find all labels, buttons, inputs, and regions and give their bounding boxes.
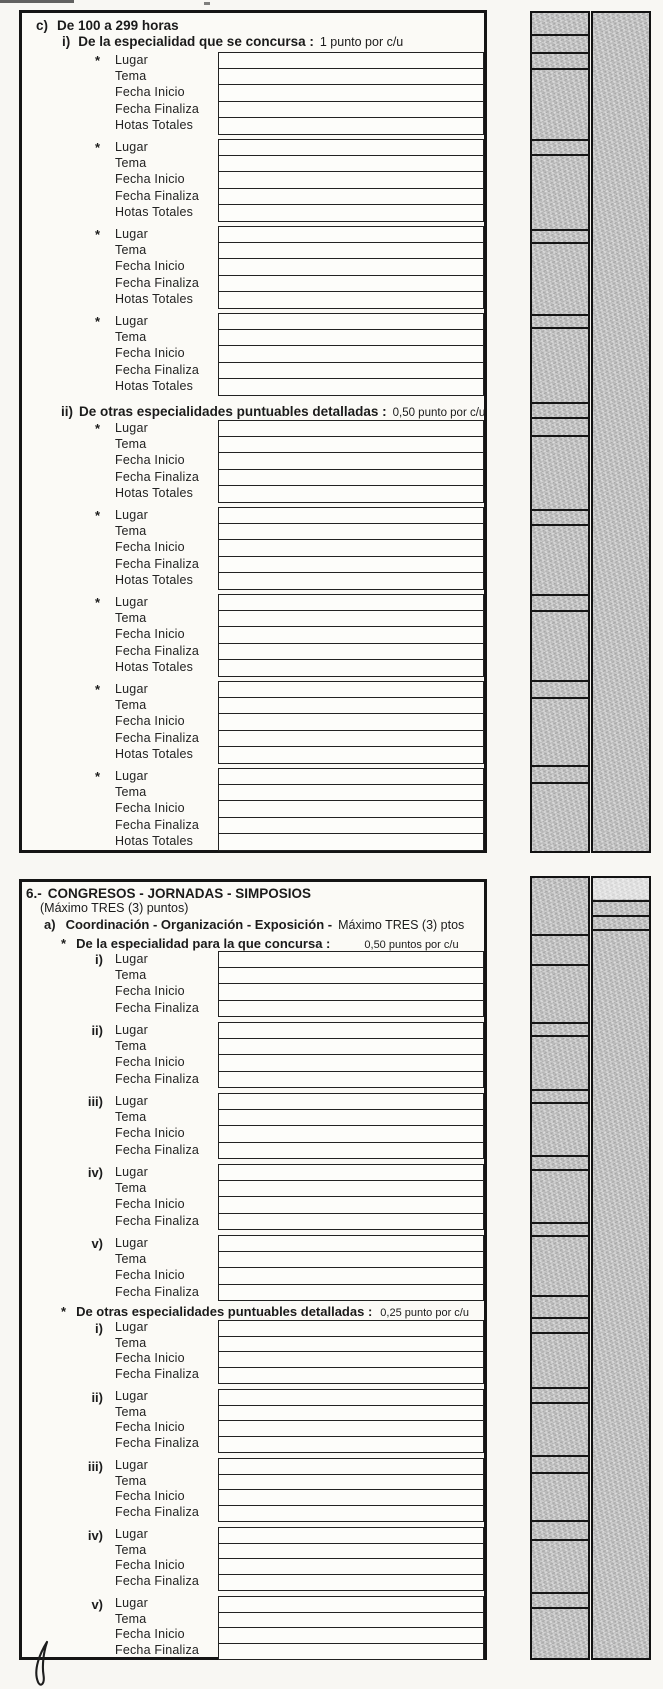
entry-group [22,1093,484,1160]
subsection-a1-points: 0,50 puntos por c/u [364,939,459,951]
entry-index: v) [91,1236,103,1251]
input-fecha-finaliza[interactable] [218,730,484,748]
field-label-hotas-totales: Hotas Totales [115,833,194,848]
points-cell-divider [592,900,650,902]
input-fecha-inicio[interactable] [218,258,484,276]
input-tema[interactable] [218,329,484,347]
entry-group [22,1596,484,1660]
points-cell-divider [531,934,589,936]
entry-index: i) [95,952,103,967]
field-label-tema: Tema [115,330,147,345]
entry-group [22,681,484,764]
points-cell-divider [531,509,589,511]
field-label-lugar: Lugar [115,1596,148,1610]
entry-group [22,226,484,309]
input-fecha-finaliza[interactable] [218,1436,484,1453]
field-label-hotas-totales: Hotas Totales [115,572,194,587]
input-tema[interactable] [218,436,484,454]
field-label-hotas-totales: Hotas Totales [115,291,194,306]
entry-bullet: * [95,53,101,68]
input-tema[interactable] [218,1251,484,1269]
points-cell-divider [531,402,589,404]
points-cell-divider [531,1472,589,1474]
field-label-lugar: Lugar [115,595,148,609]
points-cell-divider [531,765,589,767]
field-label-fecha-finaliza: Fecha Finaliza [115,101,200,116]
points-cell-divider [531,697,589,699]
field-label-tema: Tema [115,1611,147,1626]
subsection-a2-points: 0,25 punto por c/u [380,1307,469,1319]
input-fecha-inicio[interactable] [218,713,484,731]
entry-bullet: * [95,682,101,697]
entry-group [22,507,484,590]
field-label-fecha-inicio: Fecha Inicio [115,1268,185,1283]
entry-group [22,139,484,222]
field-label-tema: Tema [115,1335,147,1350]
entry-index: iv) [87,1528,103,1543]
points-cell-divider [531,610,589,612]
entry-index: ii) [91,1390,103,1405]
section-c-heading [36,18,179,33]
field-label-fecha-inicio: Fecha Inicio [115,1055,185,1070]
field-label-fecha-inicio: Fecha Inicio [115,1420,185,1435]
entry-group [22,951,484,1018]
input-fecha-finaliza[interactable] [218,1142,484,1160]
field-label-fecha-inicio: Fecha Inicio [115,1197,185,1212]
field-label-lugar: Lugar [115,140,148,154]
input-fecha-finaliza[interactable] [218,1284,484,1302]
input-fecha-finaliza[interactable] [218,188,484,206]
field-label-tema: Tema [115,1404,147,1419]
field-label-tema: Tema [115,69,147,84]
points-cell-divider [531,242,589,244]
input-fecha-inicio[interactable] [218,800,484,818]
subsection-ii-points: 0,50 punto por c/u [392,407,486,419]
field-label-tema: Tema [115,698,147,713]
input-fecha-finaliza[interactable] [218,1000,484,1018]
input-tema[interactable] [218,1109,484,1127]
input-fecha-finaliza[interactable] [218,817,484,835]
points-column-narrow-1 [530,11,590,853]
field-label-tema: Tema [115,437,147,452]
input-fecha-inicio[interactable] [218,626,484,644]
input-tema[interactable] [218,155,484,173]
input-tema[interactable] [218,242,484,260]
subsection-a2-heading [61,1304,469,1321]
points-cell-divider [531,327,589,329]
points-cell-divider [531,1035,589,1037]
input-tema[interactable] [218,784,484,802]
points-cell-divider [592,929,650,931]
field-label-fecha-finaliza: Fecha Finaliza [115,188,200,203]
input-fecha-inicio[interactable] [218,983,484,1001]
field-label-tema: Tema [115,1473,147,1488]
entry-index: iv) [87,1165,103,1180]
entry-bullet: * [95,140,101,155]
input-hotas-totales[interactable] [218,572,484,590]
entry-bullet: * [95,595,101,610]
points-cell-divider [531,229,589,231]
field-label-tema: Tema [115,243,147,258]
points-cell-divider [531,1317,589,1319]
field-label-fecha-inicio: Fecha Inicio [115,1351,185,1366]
field-label-tema: Tema [115,1110,147,1125]
field-label-fecha-finaliza: Fecha Finaliza [115,1573,200,1588]
entry-group [22,1022,484,1089]
points-cell-divider [531,1102,589,1104]
points-cell-divider [531,1607,589,1609]
input-fecha-inicio[interactable] [218,84,484,102]
input-fecha-inicio[interactable] [218,1125,484,1143]
field-label-fecha-finaliza: Fecha Finaliza [115,1366,200,1381]
field-label-lugar: Lugar [115,1094,148,1108]
points-cell-divider [531,1155,589,1157]
entry-index: iii) [87,1459,103,1474]
points-cell-divider [531,1539,589,1541]
subsection-i-points: 1 punto por c/u [319,35,404,49]
input-fecha-inicio[interactable] [218,171,484,189]
points-cell-divider [531,52,589,54]
points-column-wide-2 [591,876,651,1660]
field-label-lugar: Lugar [115,1320,148,1334]
points-cell-divider [531,782,589,784]
field-label-fecha-finaliza: Fecha Finaliza [115,1213,200,1228]
input-fecha-inicio[interactable] [218,1054,484,1072]
input-fecha-finaliza[interactable] [218,101,484,119]
field-label-fecha-inicio: Fecha Inicio [115,801,185,816]
field-label-lugar: Lugar [115,508,148,522]
entry-group [22,594,484,677]
input-hotas-totales[interactable] [218,485,484,503]
field-label-lugar: Lugar [115,1165,148,1179]
points-cell-divider [531,1592,589,1594]
entry-bullet: * [95,769,101,784]
field-label-hotas-totales: Hotas Totales [115,485,194,500]
section-c-box [19,10,487,853]
field-label-fecha-finaliza: Fecha Finaliza [115,1642,200,1657]
input-tema[interactable] [218,697,484,715]
field-label-fecha-inicio: Fecha Inicio [115,1558,185,1573]
subsection-i-title: De la especialidad que se concursa : [78,34,314,49]
section-6-subtitle: (Máximo TRES (3) puntos) [40,901,189,915]
field-label-lugar: Lugar [115,1458,148,1472]
field-label-fecha-finaliza: Fecha Finaliza [115,1071,200,1086]
field-label-fecha-finaliza: Fecha Finaliza [115,1284,200,1299]
field-label-lugar: Lugar [115,314,148,328]
item-a-suffix: Máximo TRES (3) ptos [338,918,465,932]
points-cell-divider [531,524,589,526]
subsection-ii-index: ii) [61,404,73,419]
subsection-a2-title: De otras especialidades puntuables detalladas : [76,1304,373,1319]
input-tema[interactable] [218,1180,484,1198]
input-fecha-finaliza[interactable] [218,1071,484,1089]
item-a-index: a) [44,917,56,932]
points-cell-divider [531,154,589,156]
points-cell-divider [531,594,589,596]
section-6-heading [26,886,311,901]
points-cell-divider [531,314,589,316]
scan-noise [0,0,74,3]
input-hotas-totales[interactable] [218,833,484,851]
entry-index: i) [95,1321,103,1336]
field-label-tema: Tema [115,1181,147,1196]
subsection-ii-heading [61,404,485,421]
input-tema[interactable] [218,1038,484,1056]
field-label-hotas-totales: Hotas Totales [115,746,194,761]
points-cell-divider [531,68,589,70]
field-label-fecha-inicio: Fecha Inicio [115,1489,185,1504]
section-c-title: De 100 a 299 horas [57,18,179,33]
points-cell-divider [531,417,589,419]
input-fecha-finaliza[interactable] [218,1574,484,1591]
entry-group [22,1527,484,1591]
input-tema[interactable] [218,610,484,628]
field-label-fecha-inicio: Fecha Inicio [115,984,185,999]
points-cell-divider [531,1402,589,1404]
entry-group [22,1389,484,1453]
field-label-lugar: Lugar [115,952,148,966]
input-hotas-totales[interactable] [218,378,484,396]
input-fecha-inicio[interactable] [218,345,484,363]
section-6-index: 6.- [26,886,42,901]
field-label-lugar: Lugar [115,53,148,67]
input-fecha-inicio[interactable] [218,452,484,470]
field-label-lugar: Lugar [115,682,148,696]
input-fecha-finaliza[interactable] [218,1213,484,1231]
points-cell-divider [531,34,589,36]
entry-bullet: * [95,314,101,329]
field-label-fecha-finaliza: Fecha Finaliza [115,362,200,377]
field-label-fecha-inicio: Fecha Inicio [115,1627,185,1642]
field-label-lugar: Lugar [115,1236,148,1250]
input-fecha-finaliza[interactable] [218,275,484,293]
input-fecha-finaliza[interactable] [218,1643,484,1660]
entry-index: v) [91,1597,103,1612]
input-hotas-totales[interactable] [218,204,484,222]
subsection-i-index: i) [62,34,71,49]
scan-noise [204,2,210,5]
field-label-tema: Tema [115,1252,147,1267]
field-label-fecha-inicio: Fecha Inicio [115,85,185,100]
field-label-tema: Tema [115,611,147,626]
input-fecha-finaliza[interactable] [218,643,484,661]
item-a-heading [44,917,464,933]
input-fecha-finaliza[interactable] [218,362,484,380]
entry-index: ii) [91,1023,103,1038]
field-label-lugar: Lugar [115,1527,148,1541]
points-cell-divider [531,1235,589,1237]
input-tema[interactable] [218,523,484,541]
field-label-lugar: Lugar [115,1023,148,1037]
field-label-hotas-totales: Hotas Totales [115,378,194,393]
field-label-lugar: Lugar [115,227,148,241]
field-label-fecha-finaliza: Fecha Finaliza [115,643,200,658]
points-cell-divider [531,1295,589,1297]
entry-index: iii) [87,1094,103,1109]
pen-mark [30,1640,56,1689]
points-cell-divider [531,1169,589,1171]
field-label-lugar: Lugar [115,1389,148,1403]
field-label-fecha-inicio: Fecha Inicio [115,259,185,274]
item-a-title: Coordinación - Organización - Exposición - [65,917,333,932]
field-label-fecha-finaliza: Fecha Finaliza [115,556,200,571]
points-cell-divider [531,1520,589,1522]
field-label-tema: Tema [115,524,147,539]
field-label-fecha-inicio: Fecha Inicio [115,714,185,729]
field-label-fecha-inicio: Fecha Inicio [115,346,185,361]
field-label-tema: Tema [115,1542,147,1557]
points-cell-divider [531,1387,589,1389]
points-cell-divider [531,964,589,966]
section-c-index: c) [36,18,49,33]
points-cell-divider [531,435,589,437]
entry-bullet: * [95,421,101,436]
input-fecha-finaliza[interactable] [218,469,484,487]
field-label-hotas-totales: Hotas Totales [115,204,194,219]
field-label-fecha-inicio: Fecha Inicio [115,627,185,642]
input-hotas-totales[interactable] [218,117,484,135]
subsection-a1-title: De la especialidad para la que concursa : [76,936,331,951]
input-fecha-inicio[interactable] [218,1196,484,1214]
points-cell-divider [531,1089,589,1091]
field-label-fecha-finaliza: Fecha Finaliza [115,1435,200,1450]
input-hotas-totales[interactable] [218,746,484,764]
entry-group [22,768,484,851]
entry-group [22,1320,484,1384]
points-cell-divider [531,1222,589,1224]
field-label-tema: Tema [115,156,147,171]
input-fecha-inicio[interactable] [218,1267,484,1285]
points-cell-divider [531,1332,589,1334]
entry-group [22,420,484,503]
input-fecha-finaliza[interactable] [218,1505,484,1522]
field-label-fecha-finaliza: Fecha Finaliza [115,1142,200,1157]
input-hotas-totales[interactable] [218,659,484,677]
field-label-fecha-inicio: Fecha Inicio [115,453,185,468]
field-label-fecha-finaliza: Fecha Finaliza [115,817,200,832]
subsection-a2-bullet: * [61,1304,67,1319]
points-cell-highlight [593,878,649,899]
subsection-i-heading [62,34,403,50]
field-label-fecha-finaliza: Fecha Finaliza [115,1504,200,1519]
field-label-fecha-inicio: Fecha Inicio [115,1126,185,1141]
field-label-fecha-inicio: Fecha Inicio [115,540,185,555]
entry-group [22,1458,484,1522]
input-fecha-finaliza[interactable] [218,556,484,574]
input-tema[interactable] [218,68,484,86]
points-cell-divider [531,139,589,141]
entry-group [22,313,484,396]
entry-group [22,1235,484,1302]
field-label-lugar: Lugar [115,421,148,435]
entry-group [22,52,484,135]
field-label-tema: Tema [115,968,147,983]
points-cell-divider [531,680,589,682]
field-label-fecha-inicio: Fecha Inicio [115,172,185,187]
input-fecha-finaliza[interactable] [218,1367,484,1384]
points-cell-divider [531,1022,589,1024]
field-label-fecha-finaliza: Fecha Finaliza [115,730,200,745]
points-column-wide-1 [591,11,651,853]
entry-group [22,1164,484,1231]
points-cell-divider [592,915,650,917]
field-label-fecha-finaliza: Fecha Finaliza [115,469,200,484]
points-column-narrow-2 [530,876,590,1660]
entry-bullet: * [95,227,101,242]
input-tema[interactable] [218,967,484,985]
field-label-tema: Tema [115,785,147,800]
field-label-fecha-finaliza: Fecha Finaliza [115,1000,200,1015]
field-label-hotas-totales: Hotas Totales [115,659,194,674]
points-cell-divider [531,1455,589,1457]
entry-bullet: * [95,508,101,523]
field-label-tema: Tema [115,1039,147,1054]
field-label-fecha-finaliza: Fecha Finaliza [115,275,200,290]
input-hotas-totales[interactable] [218,291,484,309]
section-6-title: CONGRESOS - JORNADAS - SIMPOSIOS [47,886,312,901]
subsection-a1-bullet: * [61,936,67,951]
field-label-lugar: Lugar [115,769,148,783]
input-fecha-inicio[interactable] [218,539,484,557]
subsection-ii-title: De otras especialidades puntuables detalladas : [79,404,387,419]
field-label-hotas-totales: Hotas Totales [115,117,194,132]
section-6-box [19,879,487,1660]
